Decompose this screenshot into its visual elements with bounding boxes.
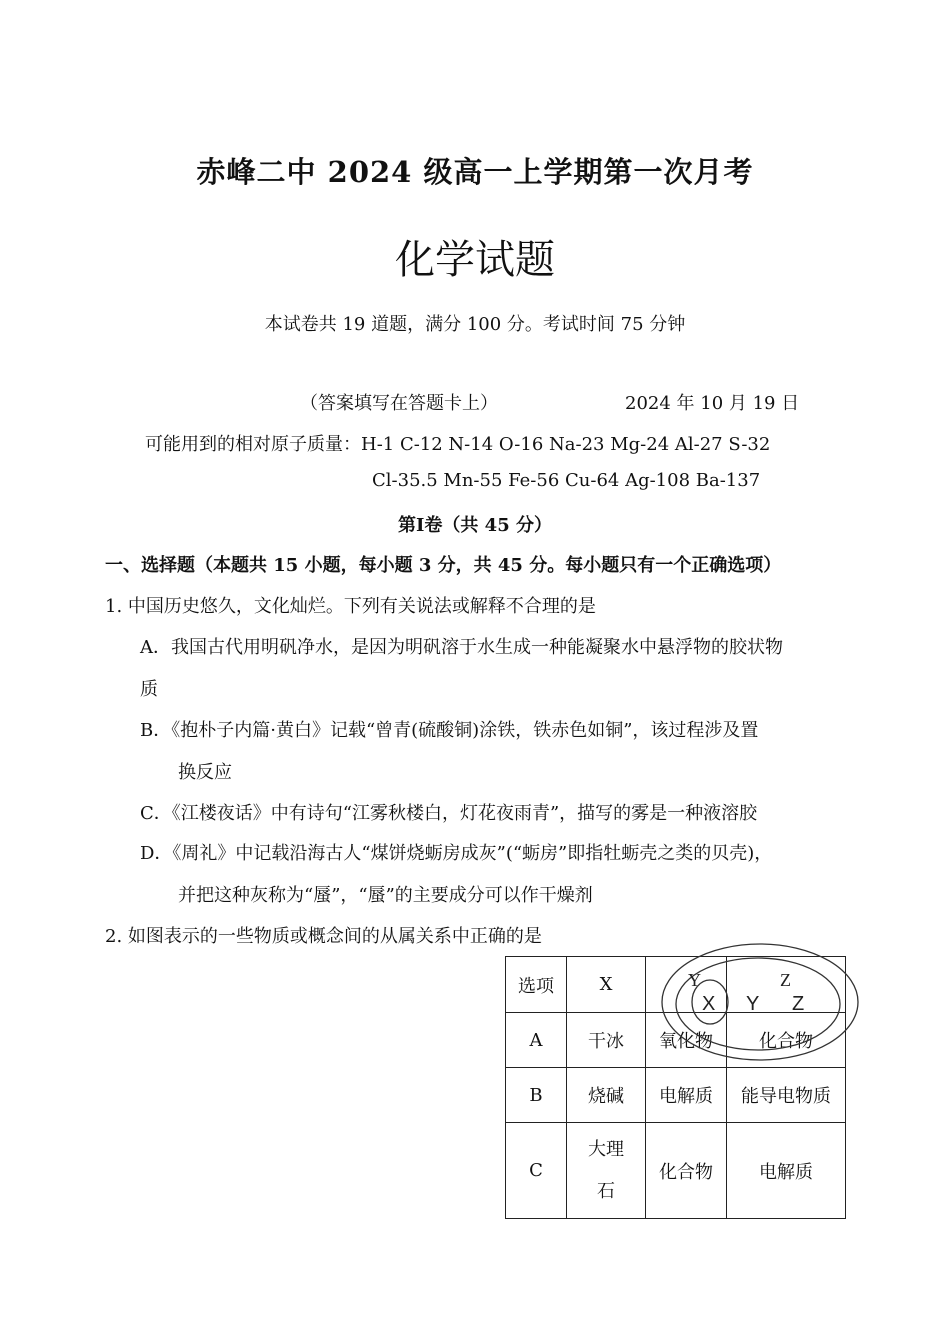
answer-note: （答案填写在答题卡上） [300,393,498,414]
venn-label-y: Y [746,993,760,1015]
question-1-option-d: D．《周礼》中记载沿海古人“煤饼烧蛎房成灰”(“蛎房”即指牡蛎壳之类的贝壳)， [140,843,773,864]
atomic-mass-line-1: 可能用到的相对原子质量：H-1 C-12 N-14 O-16 Na-23 Mg-24 Al-27 S-32 [145,434,771,455]
section-title: 一、选择题（本题共 15 小题，每小题 3 分，共 45 分。每小题只有一个正确选项） [105,555,782,576]
table-header-cell: X [567,957,646,1013]
table-header-cell [646,957,727,1013]
exam-summary: 本试卷共 19 道题，满分 100 分。考试时间 75 分钟 [264,314,686,335]
table-cell: 烧碱 [567,1068,646,1123]
question-1-option-d-cont: 并把这种灰称为“蜃”，“蜃”的主要成分可以作干燥剂 [178,885,593,906]
table-cell: 干冰 [567,1013,646,1068]
table-header-cell: 选项 [506,957,567,1013]
venn-label-z: Z [792,993,805,1015]
question-1-option-a-cont: 质 [140,679,158,700]
question-1-option-c: C．《江楼夜话》中有诗句“江雾秋楼白，灯花夜雨青”，描写的雾是一种液溶胶 [140,803,758,824]
table-header-cell [727,957,846,1013]
question-1-option-b: B．《抱朴子内篇·黄白》记载“曾青(硫酸铜)涂铁，铁赤色如铜”，该过程涉及置 [140,720,759,741]
venn-label-x: X [702,993,716,1015]
table-cell: 电解质 [646,1068,727,1123]
question-1-stem: 1. 中国历史悠久，文化灿烂。下列有关说法或解释不合理的是 [105,596,596,617]
table-cell-line: 石 [597,1180,615,1202]
exam-title: 赤峰二中 2024 级高一上学期第一次月考 [196,155,754,189]
exam-date: 2024 年 10 月 19 日 [625,393,800,414]
table-cell: A [506,1013,567,1068]
question-1-option-b-cont: 换反应 [178,762,232,783]
table-cell: 化合物 [646,1123,727,1219]
table-cell [567,1123,646,1219]
table-cell: C [506,1123,567,1219]
question-1-option-a: A．我国古代用明矾净水，是因为明矾溶于水生成一种能凝聚水中悬浮物的胶状物 [140,637,783,658]
venn-label-outer-z: Z [780,970,791,990]
venn-label-outer-y: Y [688,970,701,990]
table-header-row [506,957,846,1013]
table-row [506,1068,846,1123]
table-row [506,1013,846,1068]
question-2-stem: 2. 如图表示的一些物质或概念间的从属关系中正确的是 [105,926,542,947]
table-row [506,1123,846,1219]
options-table [505,956,846,1219]
table-cell: 氧化物 [646,1013,727,1068]
table-cell: 能导电物质 [727,1068,846,1123]
table-cell: B [506,1068,567,1123]
table-cell-line: 大理 [588,1138,624,1160]
subject-title: 化学试题 [395,237,555,283]
part-title: 第Ⅰ卷（共 45 分） [397,515,552,536]
atomic-mass-line-2: Cl-35.5 Mn-55 Fe-56 Cu-64 Ag-108 Ba-137 [372,470,761,491]
table-cell: 化合物 [727,1013,846,1068]
table-cell: 电解质 [727,1123,846,1219]
